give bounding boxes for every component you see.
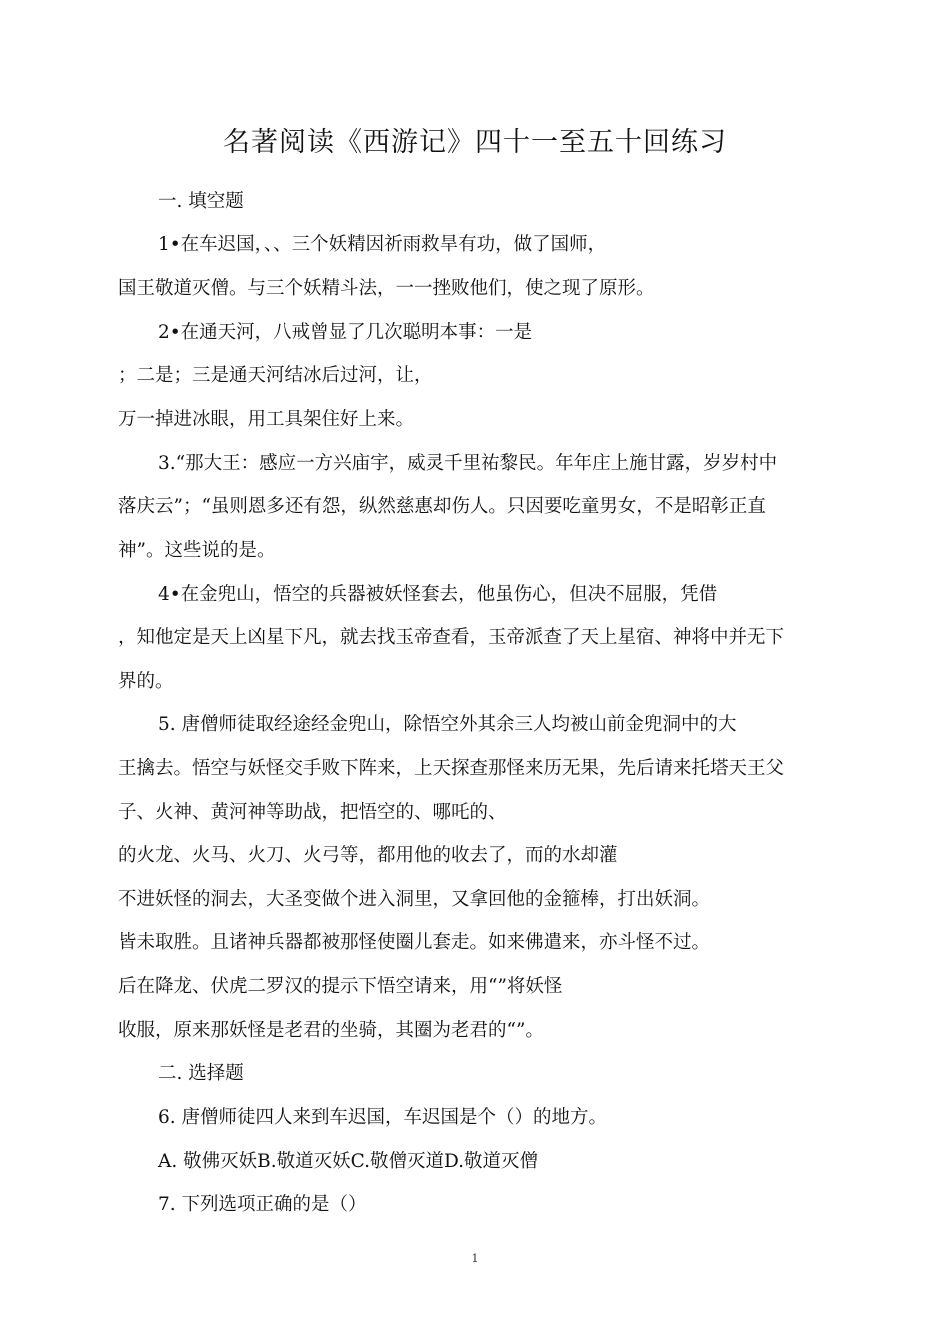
question-4-line-1: 4•在金兜山，悟空的兵器被妖怪套去，他虽伤心，但决不屈服，凭借: [158, 584, 718, 605]
question-2-line-1: 2•在通天河，八戒曾显了几次聪明本事：一是: [158, 322, 533, 343]
question-6: 6. 唐僧师徒四人来到车迟国，车迟国是个（）的地方。: [158, 1107, 608, 1128]
section-heading-fill-in: 一. 填空题: [158, 191, 244, 212]
page-number: 1: [471, 1252, 479, 1265]
question-2-line-2: ；二是；三是通天河结冰后过河，让，: [118, 365, 433, 386]
question-4-line-3: 界的。: [118, 671, 174, 692]
question-5-line-6: 皆未取胜。且诸神兵器都被那怪使圈儿套走。如来佛遣来，亦斗怪不过。: [118, 932, 711, 953]
question-2-line-3: 万一掉进冰眼，用工具架住好上来。: [118, 409, 415, 430]
question-7: 7. 下列选项正确的是（）: [158, 1194, 367, 1215]
question-5-line-2: 王擒去。悟空与妖怪交手败下阵来，上天探查那怪来历无果，先后请来托塔天王父: [118, 758, 785, 779]
question-5-line-5: 不进妖怪的洞去，大圣变做个进入洞里，又拿回他的金箍棒，打出妖洞。: [118, 889, 711, 910]
question-6-options: A. 敬佛灭妖B.敬道灭妖C.敬僧灭道D.敬道灭僧: [158, 1151, 539, 1172]
question-5-line-4: 的火龙、火马、火刀、火弓等，都用他的收去了，而的水却灌: [118, 845, 618, 866]
question-5-line-3: 子、火神、黄河神等助战，把悟空的、哪吒的、: [118, 802, 507, 823]
page-title: 名著阅读《西游记》四十一至五十回练习: [223, 127, 727, 158]
question-5-line-7: 后在降龙、伏虎二罗汉的提示下悟空请来，用“”将妖怪: [118, 976, 563, 997]
question-5-line-1: 5. 唐僧师徒取经途经金兜山，除悟空外其余三人均被山前金兜洞中的大: [158, 714, 737, 735]
question-3-line-3: 神”。这些说的是。: [118, 540, 276, 561]
question-3-line-1: 3.“那大王：感应一方兴庙宇，威灵千里祐黎民。年年庄上施甘露，岁岁村中: [158, 453, 778, 474]
question-1-line-1: 1•在车迟国，、、三个妖精因祈雨救旱有功，做了国师，: [158, 234, 607, 255]
question-5-line-8: 收服，原来那妖怪是老君的坐骑，其圈为老君的“”。: [118, 1020, 544, 1041]
question-1-line-2: 国王敬道灭僧。与三个妖精斗法，一一挫败他们，使之现了原形。: [118, 278, 655, 299]
question-4-line-2: ，知他定是天上凶星下凡，就去找玉帝查看，玉帝派查了天上星宿、神将中并无下: [118, 627, 785, 648]
section-heading-multiple-choice: 二. 选择题: [158, 1063, 244, 1084]
question-3-line-2: 落庆云”；“虽则恩多还有怨，纵然慈惠却伤人。只因要吃童男女，不是昭彰正直: [118, 496, 766, 517]
